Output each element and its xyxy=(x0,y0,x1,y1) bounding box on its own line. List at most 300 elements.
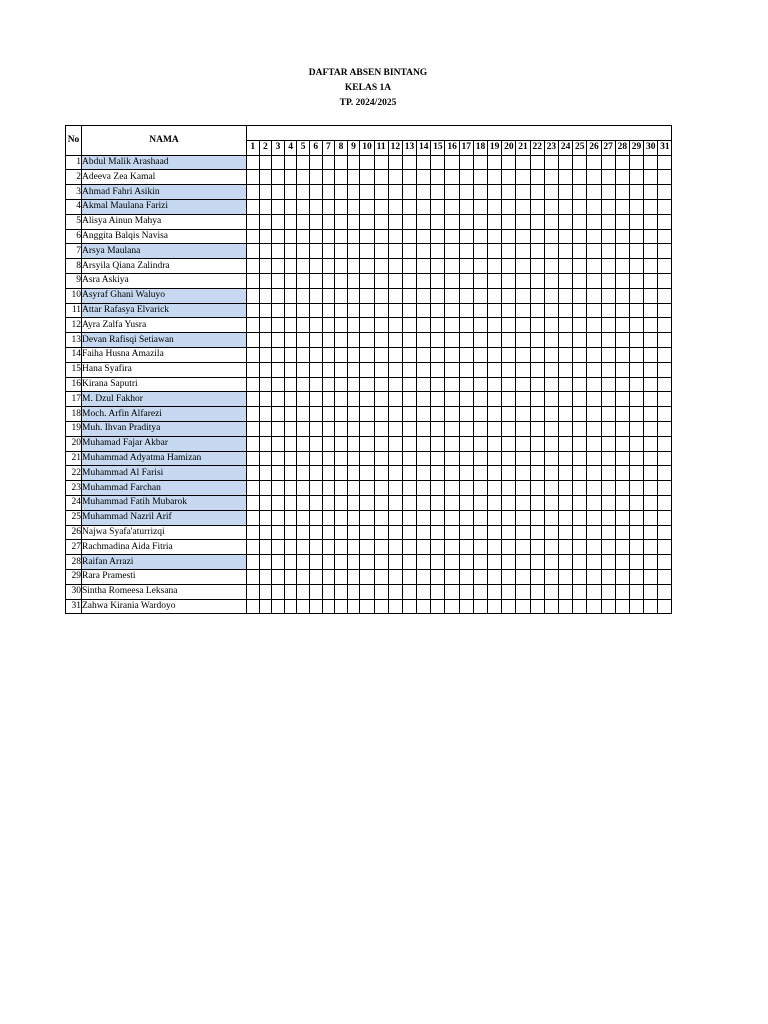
attendance-cell-day-25[interactable] xyxy=(573,392,587,407)
attendance-cell-day-12[interactable] xyxy=(388,584,402,599)
attendance-cell-day-8[interactable] xyxy=(335,259,348,274)
attendance-cell-day-8[interactable] xyxy=(335,495,348,510)
attendance-cell-day-23[interactable] xyxy=(544,333,558,348)
attendance-cell-day-6[interactable] xyxy=(309,436,322,451)
attendance-cell-day-30[interactable] xyxy=(644,229,658,244)
attendance-cell-day-5[interactable] xyxy=(297,318,310,333)
attendance-cell-day-8[interactable] xyxy=(335,481,348,496)
attendance-cell-day-10[interactable] xyxy=(360,362,374,377)
attendance-cell-day-23[interactable] xyxy=(544,584,558,599)
attendance-cell-day-19[interactable] xyxy=(488,273,502,288)
attendance-cell-day-26[interactable] xyxy=(587,333,601,348)
attendance-cell-day-3[interactable] xyxy=(272,214,285,229)
attendance-cell-day-12[interactable] xyxy=(388,214,402,229)
attendance-cell-day-18[interactable] xyxy=(473,303,487,318)
attendance-cell-day-15[interactable] xyxy=(431,407,445,422)
attendance-cell-day-13[interactable] xyxy=(402,510,416,525)
attendance-cell-day-4[interactable] xyxy=(284,214,297,229)
attendance-cell-day-6[interactable] xyxy=(309,377,322,392)
attendance-cell-day-13[interactable] xyxy=(402,229,416,244)
attendance-cell-day-8[interactable] xyxy=(335,214,348,229)
attendance-cell-day-26[interactable] xyxy=(587,288,601,303)
attendance-cell-day-24[interactable] xyxy=(558,495,572,510)
attendance-cell-day-13[interactable] xyxy=(402,569,416,584)
attendance-cell-day-15[interactable] xyxy=(431,259,445,274)
attendance-cell-day-18[interactable] xyxy=(473,347,487,362)
attendance-cell-day-13[interactable] xyxy=(402,155,416,170)
attendance-cell-day-31[interactable] xyxy=(658,525,672,540)
attendance-cell-day-20[interactable] xyxy=(502,481,516,496)
attendance-cell-day-20[interactable] xyxy=(502,362,516,377)
attendance-cell-day-16[interactable] xyxy=(445,495,459,510)
attendance-cell-day-8[interactable] xyxy=(335,466,348,481)
attendance-cell-day-6[interactable] xyxy=(309,525,322,540)
attendance-cell-day-4[interactable] xyxy=(284,318,297,333)
attendance-cell-day-29[interactable] xyxy=(629,466,643,481)
attendance-cell-day-2[interactable] xyxy=(259,288,272,303)
attendance-cell-day-31[interactable] xyxy=(658,392,672,407)
attendance-cell-day-10[interactable] xyxy=(360,333,374,348)
attendance-cell-day-26[interactable] xyxy=(587,451,601,466)
attendance-cell-day-24[interactable] xyxy=(558,510,572,525)
attendance-cell-day-27[interactable] xyxy=(601,510,615,525)
attendance-cell-day-15[interactable] xyxy=(431,170,445,185)
attendance-cell-day-21[interactable] xyxy=(516,466,530,481)
attendance-cell-day-15[interactable] xyxy=(431,347,445,362)
attendance-cell-day-29[interactable] xyxy=(629,288,643,303)
attendance-cell-day-29[interactable] xyxy=(629,510,643,525)
attendance-cell-day-21[interactable] xyxy=(516,584,530,599)
attendance-cell-day-14[interactable] xyxy=(417,466,431,481)
attendance-cell-day-16[interactable] xyxy=(445,185,459,200)
attendance-cell-day-12[interactable] xyxy=(388,599,402,614)
attendance-cell-day-2[interactable] xyxy=(259,229,272,244)
attendance-cell-day-19[interactable] xyxy=(488,436,502,451)
attendance-cell-day-31[interactable] xyxy=(658,421,672,436)
attendance-cell-day-11[interactable] xyxy=(374,436,388,451)
attendance-cell-day-11[interactable] xyxy=(374,525,388,540)
attendance-cell-day-19[interactable] xyxy=(488,421,502,436)
attendance-cell-day-4[interactable] xyxy=(284,451,297,466)
attendance-cell-day-2[interactable] xyxy=(259,362,272,377)
attendance-cell-day-14[interactable] xyxy=(417,199,431,214)
attendance-cell-day-27[interactable] xyxy=(601,347,615,362)
attendance-cell-day-2[interactable] xyxy=(259,555,272,570)
attendance-cell-day-22[interactable] xyxy=(530,303,544,318)
attendance-cell-day-18[interactable] xyxy=(473,288,487,303)
attendance-cell-day-1[interactable] xyxy=(247,555,260,570)
attendance-cell-day-25[interactable] xyxy=(573,318,587,333)
attendance-cell-day-25[interactable] xyxy=(573,303,587,318)
attendance-cell-day-5[interactable] xyxy=(297,466,310,481)
attendance-cell-day-10[interactable] xyxy=(360,555,374,570)
attendance-cell-day-11[interactable] xyxy=(374,495,388,510)
attendance-cell-day-7[interactable] xyxy=(322,244,335,259)
attendance-cell-day-14[interactable] xyxy=(417,436,431,451)
attendance-cell-day-12[interactable] xyxy=(388,333,402,348)
attendance-cell-day-19[interactable] xyxy=(488,214,502,229)
attendance-cell-day-29[interactable] xyxy=(629,540,643,555)
attendance-cell-day-4[interactable] xyxy=(284,436,297,451)
attendance-cell-day-19[interactable] xyxy=(488,244,502,259)
attendance-cell-day-23[interactable] xyxy=(544,288,558,303)
attendance-cell-day-13[interactable] xyxy=(402,259,416,274)
attendance-cell-day-12[interactable] xyxy=(388,318,402,333)
attendance-cell-day-10[interactable] xyxy=(360,495,374,510)
attendance-cell-day-25[interactable] xyxy=(573,170,587,185)
attendance-cell-day-9[interactable] xyxy=(347,362,360,377)
attendance-cell-day-15[interactable] xyxy=(431,229,445,244)
attendance-cell-day-1[interactable] xyxy=(247,569,260,584)
attendance-cell-day-20[interactable] xyxy=(502,392,516,407)
attendance-cell-day-9[interactable] xyxy=(347,466,360,481)
attendance-cell-day-19[interactable] xyxy=(488,259,502,274)
attendance-cell-day-31[interactable] xyxy=(658,584,672,599)
attendance-cell-day-12[interactable] xyxy=(388,510,402,525)
attendance-cell-day-1[interactable] xyxy=(247,273,260,288)
attendance-cell-day-2[interactable] xyxy=(259,525,272,540)
attendance-cell-day-22[interactable] xyxy=(530,466,544,481)
attendance-cell-day-6[interactable] xyxy=(309,392,322,407)
attendance-cell-day-29[interactable] xyxy=(629,362,643,377)
attendance-cell-day-7[interactable] xyxy=(322,451,335,466)
attendance-cell-day-22[interactable] xyxy=(530,170,544,185)
attendance-cell-day-6[interactable] xyxy=(309,229,322,244)
attendance-cell-day-5[interactable] xyxy=(297,273,310,288)
attendance-cell-day-8[interactable] xyxy=(335,392,348,407)
attendance-cell-day-6[interactable] xyxy=(309,273,322,288)
attendance-cell-day-3[interactable] xyxy=(272,392,285,407)
attendance-cell-day-12[interactable] xyxy=(388,185,402,200)
attendance-cell-day-19[interactable] xyxy=(488,481,502,496)
attendance-cell-day-25[interactable] xyxy=(573,288,587,303)
attendance-cell-day-31[interactable] xyxy=(658,199,672,214)
attendance-cell-day-22[interactable] xyxy=(530,155,544,170)
attendance-cell-day-1[interactable] xyxy=(247,377,260,392)
attendance-cell-day-8[interactable] xyxy=(335,584,348,599)
attendance-cell-day-14[interactable] xyxy=(417,540,431,555)
attendance-cell-day-26[interactable] xyxy=(587,259,601,274)
attendance-cell-day-3[interactable] xyxy=(272,259,285,274)
attendance-cell-day-7[interactable] xyxy=(322,540,335,555)
attendance-cell-day-17[interactable] xyxy=(459,466,473,481)
attendance-cell-day-13[interactable] xyxy=(402,392,416,407)
attendance-cell-day-9[interactable] xyxy=(347,303,360,318)
attendance-cell-day-13[interactable] xyxy=(402,333,416,348)
attendance-cell-day-22[interactable] xyxy=(530,288,544,303)
attendance-cell-day-14[interactable] xyxy=(417,362,431,377)
attendance-cell-day-6[interactable] xyxy=(309,155,322,170)
attendance-cell-day-23[interactable] xyxy=(544,377,558,392)
attendance-cell-day-5[interactable] xyxy=(297,288,310,303)
attendance-cell-day-27[interactable] xyxy=(601,525,615,540)
attendance-cell-day-22[interactable] xyxy=(530,569,544,584)
attendance-cell-day-14[interactable] xyxy=(417,392,431,407)
attendance-cell-day-13[interactable] xyxy=(402,303,416,318)
attendance-cell-day-22[interactable] xyxy=(530,377,544,392)
attendance-cell-day-13[interactable] xyxy=(402,318,416,333)
attendance-cell-day-15[interactable] xyxy=(431,392,445,407)
attendance-cell-day-1[interactable] xyxy=(247,421,260,436)
attendance-cell-day-9[interactable] xyxy=(347,451,360,466)
attendance-cell-day-1[interactable] xyxy=(247,466,260,481)
attendance-cell-day-20[interactable] xyxy=(502,229,516,244)
attendance-cell-day-21[interactable] xyxy=(516,185,530,200)
attendance-cell-day-23[interactable] xyxy=(544,510,558,525)
attendance-cell-day-3[interactable] xyxy=(272,451,285,466)
attendance-cell-day-6[interactable] xyxy=(309,466,322,481)
attendance-cell-day-11[interactable] xyxy=(374,155,388,170)
attendance-cell-day-25[interactable] xyxy=(573,259,587,274)
attendance-cell-day-28[interactable] xyxy=(615,347,629,362)
attendance-cell-day-7[interactable] xyxy=(322,333,335,348)
attendance-cell-day-14[interactable] xyxy=(417,584,431,599)
attendance-cell-day-23[interactable] xyxy=(544,421,558,436)
attendance-cell-day-5[interactable] xyxy=(297,584,310,599)
attendance-cell-day-10[interactable] xyxy=(360,229,374,244)
attendance-cell-day-19[interactable] xyxy=(488,333,502,348)
attendance-cell-day-14[interactable] xyxy=(417,407,431,422)
attendance-cell-day-22[interactable] xyxy=(530,273,544,288)
attendance-cell-day-8[interactable] xyxy=(335,318,348,333)
attendance-cell-day-15[interactable] xyxy=(431,303,445,318)
attendance-cell-day-22[interactable] xyxy=(530,584,544,599)
attendance-cell-day-1[interactable] xyxy=(247,185,260,200)
attendance-cell-day-3[interactable] xyxy=(272,569,285,584)
attendance-cell-day-17[interactable] xyxy=(459,273,473,288)
attendance-cell-day-13[interactable] xyxy=(402,214,416,229)
attendance-cell-day-3[interactable] xyxy=(272,288,285,303)
attendance-cell-day-24[interactable] xyxy=(558,407,572,422)
attendance-cell-day-26[interactable] xyxy=(587,303,601,318)
attendance-cell-day-29[interactable] xyxy=(629,333,643,348)
attendance-cell-day-31[interactable] xyxy=(658,481,672,496)
attendance-cell-day-16[interactable] xyxy=(445,333,459,348)
attendance-cell-day-17[interactable] xyxy=(459,584,473,599)
attendance-cell-day-28[interactable] xyxy=(615,495,629,510)
attendance-cell-day-24[interactable] xyxy=(558,555,572,570)
attendance-cell-day-1[interactable] xyxy=(247,407,260,422)
attendance-cell-day-17[interactable] xyxy=(459,392,473,407)
attendance-cell-day-29[interactable] xyxy=(629,229,643,244)
attendance-cell-day-17[interactable] xyxy=(459,185,473,200)
attendance-cell-day-27[interactable] xyxy=(601,199,615,214)
attendance-cell-day-20[interactable] xyxy=(502,155,516,170)
attendance-cell-day-27[interactable] xyxy=(601,229,615,244)
attendance-cell-day-18[interactable] xyxy=(473,333,487,348)
attendance-cell-day-7[interactable] xyxy=(322,259,335,274)
attendance-cell-day-23[interactable] xyxy=(544,229,558,244)
attendance-cell-day-24[interactable] xyxy=(558,377,572,392)
attendance-cell-day-3[interactable] xyxy=(272,525,285,540)
attendance-cell-day-18[interactable] xyxy=(473,599,487,614)
attendance-cell-day-31[interactable] xyxy=(658,318,672,333)
attendance-cell-day-7[interactable] xyxy=(322,199,335,214)
attendance-cell-day-3[interactable] xyxy=(272,244,285,259)
attendance-cell-day-4[interactable] xyxy=(284,584,297,599)
attendance-cell-day-8[interactable] xyxy=(335,436,348,451)
attendance-cell-day-2[interactable] xyxy=(259,540,272,555)
attendance-cell-day-30[interactable] xyxy=(644,318,658,333)
attendance-cell-day-16[interactable] xyxy=(445,481,459,496)
attendance-cell-day-18[interactable] xyxy=(473,318,487,333)
attendance-cell-day-6[interactable] xyxy=(309,199,322,214)
attendance-cell-day-23[interactable] xyxy=(544,495,558,510)
attendance-cell-day-9[interactable] xyxy=(347,407,360,422)
attendance-cell-day-17[interactable] xyxy=(459,599,473,614)
attendance-cell-day-20[interactable] xyxy=(502,451,516,466)
attendance-cell-day-1[interactable] xyxy=(247,451,260,466)
attendance-cell-day-19[interactable] xyxy=(488,229,502,244)
attendance-cell-day-17[interactable] xyxy=(459,510,473,525)
attendance-cell-day-17[interactable] xyxy=(459,259,473,274)
attendance-cell-day-13[interactable] xyxy=(402,244,416,259)
attendance-cell-day-14[interactable] xyxy=(417,377,431,392)
attendance-cell-day-4[interactable] xyxy=(284,495,297,510)
attendance-cell-day-12[interactable] xyxy=(388,392,402,407)
attendance-cell-day-21[interactable] xyxy=(516,347,530,362)
attendance-cell-day-17[interactable] xyxy=(459,569,473,584)
attendance-cell-day-7[interactable] xyxy=(322,466,335,481)
attendance-cell-day-5[interactable] xyxy=(297,540,310,555)
attendance-cell-day-17[interactable] xyxy=(459,421,473,436)
attendance-cell-day-11[interactable] xyxy=(374,481,388,496)
attendance-cell-day-6[interactable] xyxy=(309,318,322,333)
attendance-cell-day-9[interactable] xyxy=(347,214,360,229)
attendance-cell-day-19[interactable] xyxy=(488,510,502,525)
attendance-cell-day-29[interactable] xyxy=(629,569,643,584)
attendance-cell-day-23[interactable] xyxy=(544,362,558,377)
attendance-cell-day-31[interactable] xyxy=(658,451,672,466)
attendance-cell-day-20[interactable] xyxy=(502,244,516,259)
attendance-cell-day-28[interactable] xyxy=(615,185,629,200)
attendance-cell-day-14[interactable] xyxy=(417,599,431,614)
attendance-cell-day-11[interactable] xyxy=(374,421,388,436)
attendance-cell-day-28[interactable] xyxy=(615,584,629,599)
attendance-cell-day-12[interactable] xyxy=(388,288,402,303)
attendance-cell-day-25[interactable] xyxy=(573,229,587,244)
attendance-cell-day-22[interactable] xyxy=(530,214,544,229)
attendance-cell-day-30[interactable] xyxy=(644,347,658,362)
attendance-cell-day-1[interactable] xyxy=(247,347,260,362)
attendance-cell-day-14[interactable] xyxy=(417,303,431,318)
attendance-cell-day-17[interactable] xyxy=(459,288,473,303)
attendance-cell-day-4[interactable] xyxy=(284,347,297,362)
attendance-cell-day-23[interactable] xyxy=(544,451,558,466)
attendance-cell-day-6[interactable] xyxy=(309,481,322,496)
attendance-cell-day-27[interactable] xyxy=(601,303,615,318)
attendance-cell-day-11[interactable] xyxy=(374,170,388,185)
attendance-cell-day-29[interactable] xyxy=(629,347,643,362)
attendance-cell-day-8[interactable] xyxy=(335,555,348,570)
attendance-cell-day-5[interactable] xyxy=(297,555,310,570)
attendance-cell-day-23[interactable] xyxy=(544,569,558,584)
attendance-cell-day-2[interactable] xyxy=(259,259,272,274)
attendance-cell-day-28[interactable] xyxy=(615,481,629,496)
attendance-cell-day-22[interactable] xyxy=(530,407,544,422)
attendance-cell-day-20[interactable] xyxy=(502,436,516,451)
attendance-cell-day-1[interactable] xyxy=(247,599,260,614)
attendance-cell-day-28[interactable] xyxy=(615,333,629,348)
attendance-cell-day-18[interactable] xyxy=(473,555,487,570)
attendance-cell-day-7[interactable] xyxy=(322,421,335,436)
attendance-cell-day-30[interactable] xyxy=(644,540,658,555)
attendance-cell-day-26[interactable] xyxy=(587,436,601,451)
attendance-cell-day-29[interactable] xyxy=(629,155,643,170)
attendance-cell-day-13[interactable] xyxy=(402,540,416,555)
attendance-cell-day-1[interactable] xyxy=(247,303,260,318)
attendance-cell-day-14[interactable] xyxy=(417,510,431,525)
attendance-cell-day-24[interactable] xyxy=(558,155,572,170)
attendance-cell-day-3[interactable] xyxy=(272,377,285,392)
attendance-cell-day-11[interactable] xyxy=(374,377,388,392)
attendance-cell-day-25[interactable] xyxy=(573,451,587,466)
attendance-cell-day-29[interactable] xyxy=(629,377,643,392)
attendance-cell-day-8[interactable] xyxy=(335,303,348,318)
attendance-cell-day-21[interactable] xyxy=(516,229,530,244)
attendance-cell-day-31[interactable] xyxy=(658,466,672,481)
attendance-cell-day-27[interactable] xyxy=(601,392,615,407)
attendance-cell-day-6[interactable] xyxy=(309,303,322,318)
attendance-cell-day-29[interactable] xyxy=(629,495,643,510)
attendance-cell-day-25[interactable] xyxy=(573,407,587,422)
attendance-cell-day-3[interactable] xyxy=(272,303,285,318)
attendance-cell-day-22[interactable] xyxy=(530,318,544,333)
attendance-cell-day-24[interactable] xyxy=(558,392,572,407)
attendance-cell-day-1[interactable] xyxy=(247,392,260,407)
attendance-cell-day-21[interactable] xyxy=(516,170,530,185)
attendance-cell-day-1[interactable] xyxy=(247,155,260,170)
attendance-cell-day-9[interactable] xyxy=(347,185,360,200)
attendance-cell-day-18[interactable] xyxy=(473,362,487,377)
attendance-cell-day-30[interactable] xyxy=(644,303,658,318)
attendance-cell-day-14[interactable] xyxy=(417,451,431,466)
attendance-cell-day-9[interactable] xyxy=(347,421,360,436)
attendance-cell-day-30[interactable] xyxy=(644,599,658,614)
attendance-cell-day-2[interactable] xyxy=(259,436,272,451)
attendance-cell-day-11[interactable] xyxy=(374,303,388,318)
attendance-cell-day-18[interactable] xyxy=(473,525,487,540)
attendance-cell-day-16[interactable] xyxy=(445,155,459,170)
attendance-cell-day-13[interactable] xyxy=(402,185,416,200)
attendance-cell-day-4[interactable] xyxy=(284,288,297,303)
attendance-cell-day-8[interactable] xyxy=(335,421,348,436)
attendance-cell-day-9[interactable] xyxy=(347,170,360,185)
attendance-cell-day-9[interactable] xyxy=(347,155,360,170)
attendance-cell-day-14[interactable] xyxy=(417,170,431,185)
attendance-cell-day-5[interactable] xyxy=(297,244,310,259)
attendance-cell-day-26[interactable] xyxy=(587,199,601,214)
attendance-cell-day-14[interactable] xyxy=(417,214,431,229)
attendance-cell-day-20[interactable] xyxy=(502,170,516,185)
attendance-cell-day-31[interactable] xyxy=(658,288,672,303)
attendance-cell-day-20[interactable] xyxy=(502,318,516,333)
attendance-cell-day-21[interactable] xyxy=(516,569,530,584)
attendance-cell-day-23[interactable] xyxy=(544,540,558,555)
attendance-cell-day-23[interactable] xyxy=(544,214,558,229)
attendance-cell-day-30[interactable] xyxy=(644,185,658,200)
attendance-cell-day-9[interactable] xyxy=(347,510,360,525)
attendance-cell-day-16[interactable] xyxy=(445,377,459,392)
attendance-cell-day-11[interactable] xyxy=(374,510,388,525)
attendance-cell-day-10[interactable] xyxy=(360,273,374,288)
attendance-cell-day-13[interactable] xyxy=(402,495,416,510)
attendance-cell-day-16[interactable] xyxy=(445,362,459,377)
attendance-cell-day-28[interactable] xyxy=(615,451,629,466)
attendance-cell-day-23[interactable] xyxy=(544,481,558,496)
attendance-cell-day-26[interactable] xyxy=(587,481,601,496)
attendance-cell-day-31[interactable] xyxy=(658,214,672,229)
